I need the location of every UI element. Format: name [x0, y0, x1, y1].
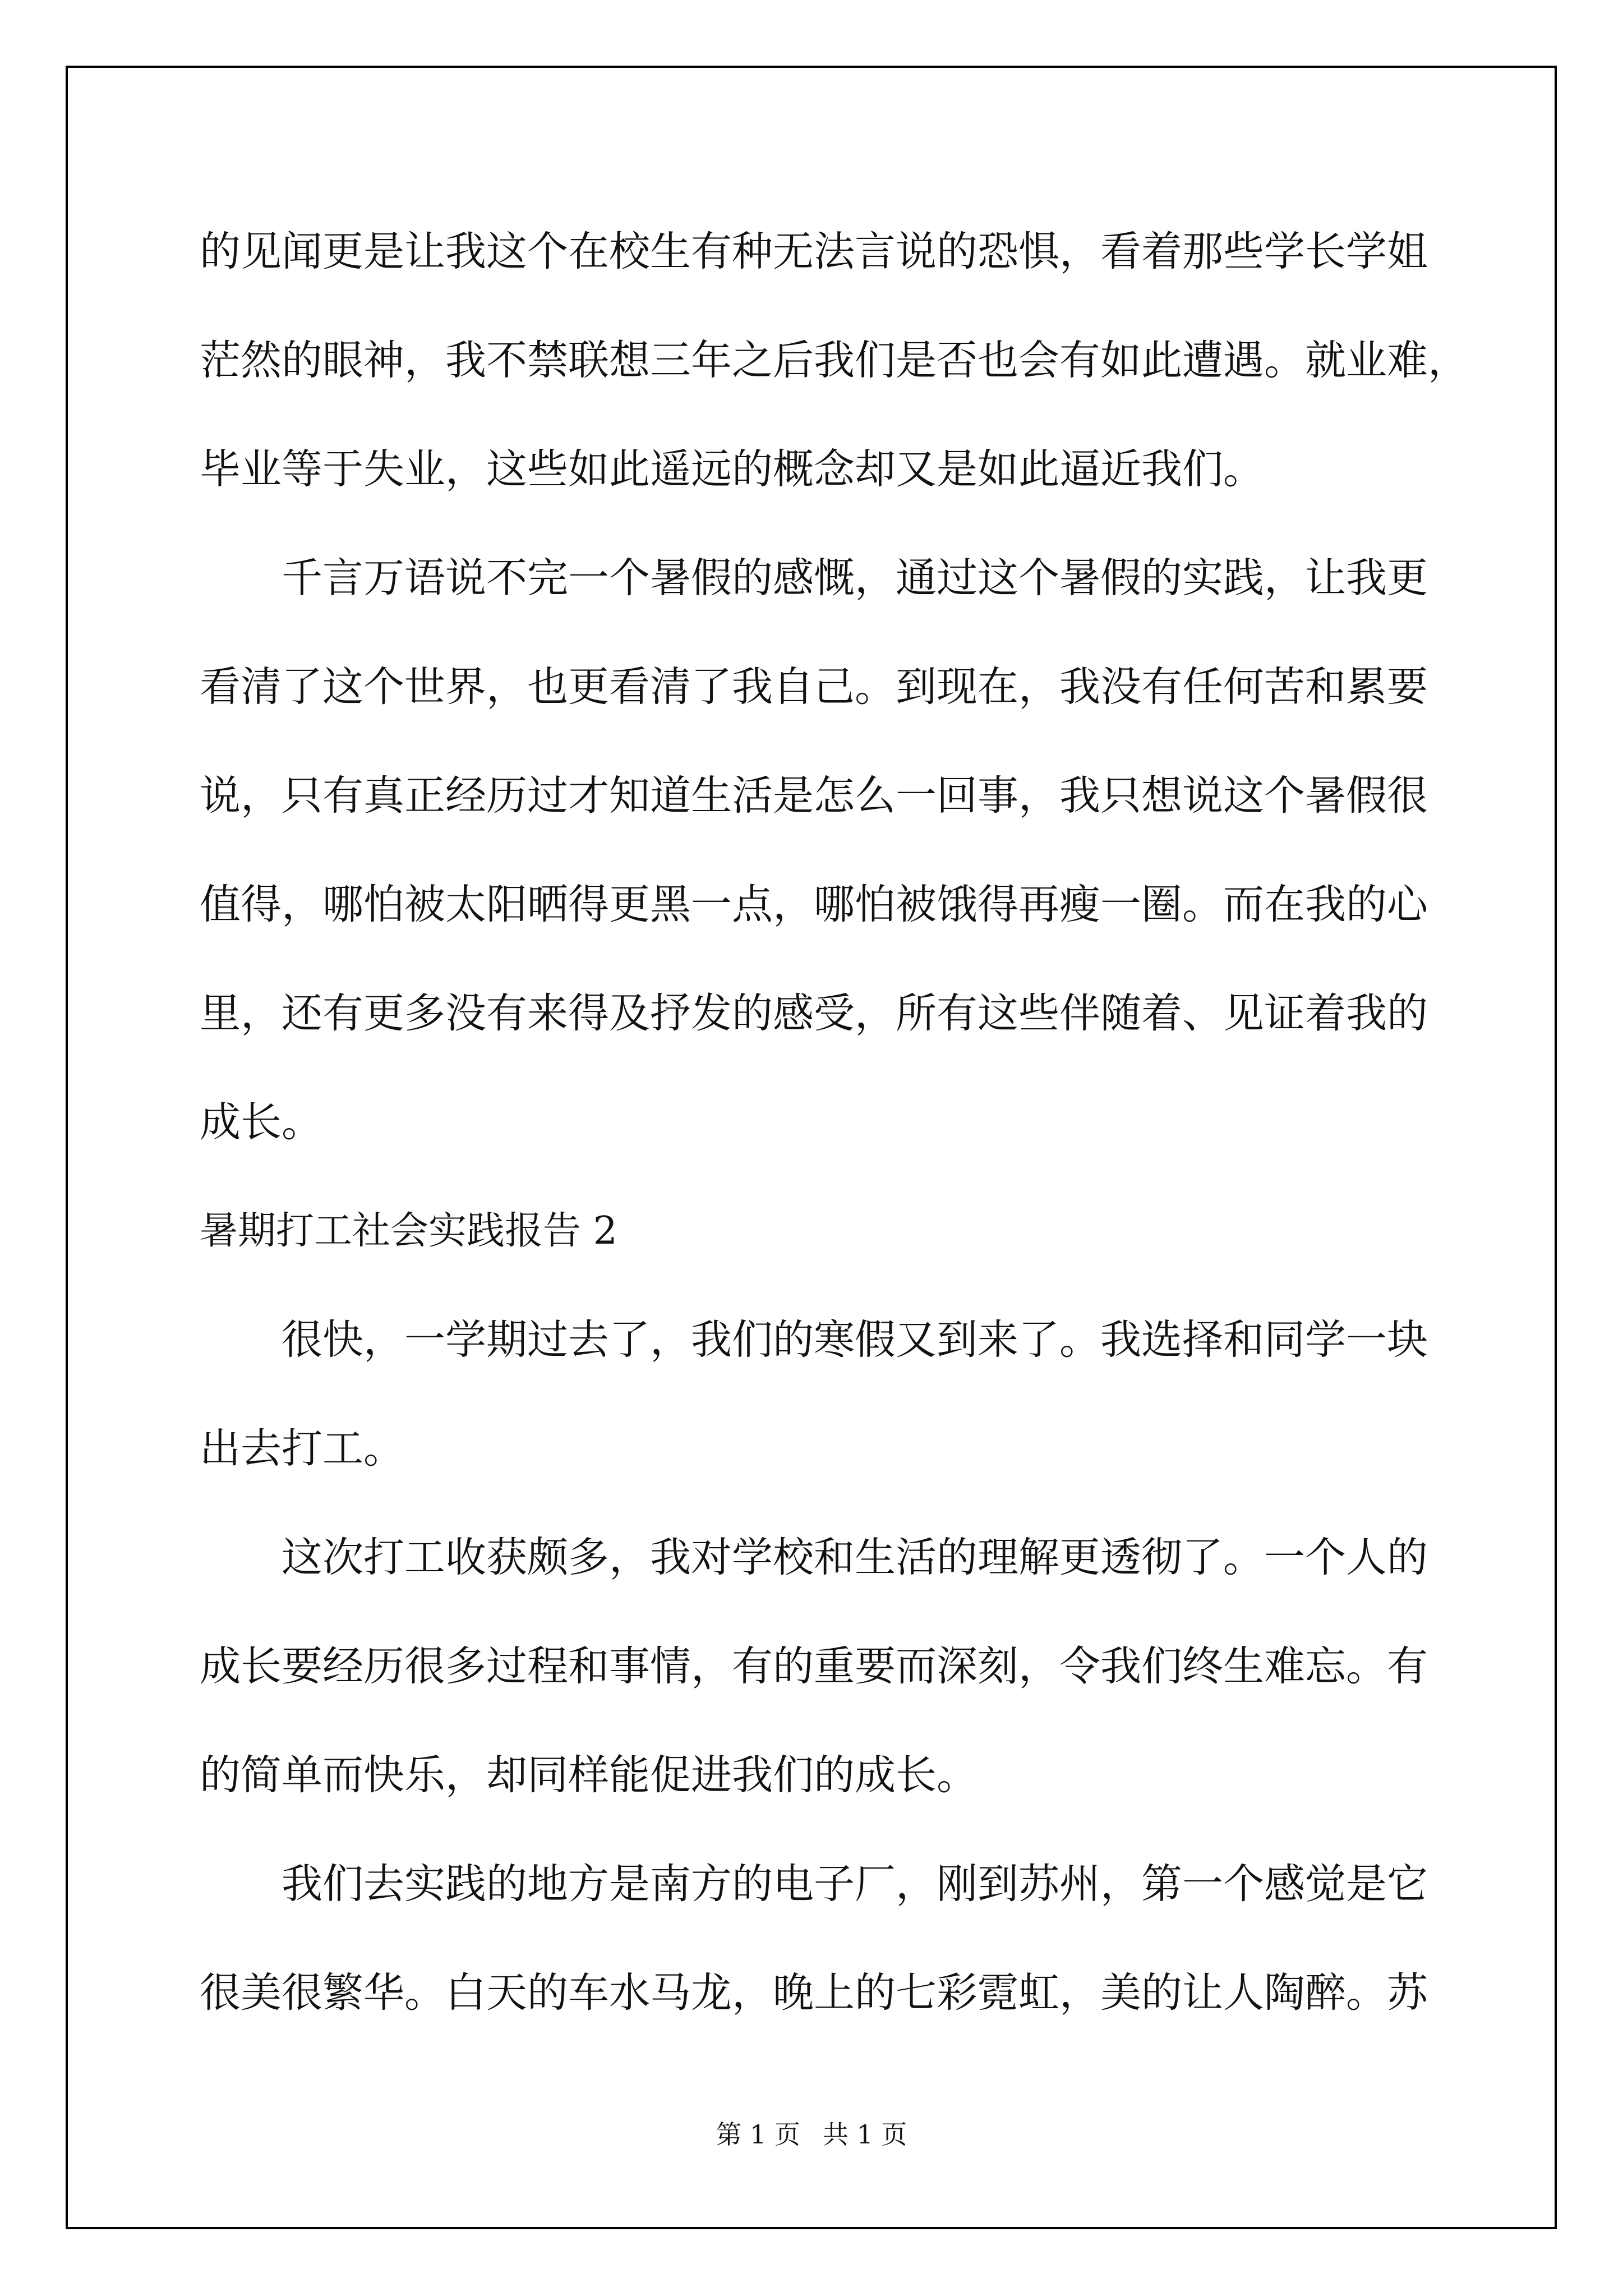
text-line: 说，只有真正经历过才知道生活是怎么一回事，我只想说这个暑假很 — [200, 772, 1428, 820]
text-line: 值得，哪怕被太阳晒得更黑一点，哪怕被饿得再瘦一圈。而在我的心 — [200, 881, 1428, 928]
text-line: 出去打工。 — [200, 1425, 404, 1473]
document-body — [200, 209, 1469, 2059]
text-line: 毕业等于失业，这些如此遥远的概念却又是如此逼近我们。 — [200, 445, 1264, 493]
text-line: 成长要经历很多过程和事情，有的重要而深刻，令我们终生难忘。有 — [200, 1642, 1428, 1690]
section-heading: 暑期打工社会实践报告 2 — [200, 1209, 617, 1253]
text-line: 的见闻更是让我这个在校生有种无法言说的恐惧，看着那些学长学姐 — [200, 228, 1428, 275]
paragraph-first-line: 很快，一学期过去了，我们的寒假又到来了。我选择和同学一块 — [282, 1316, 1428, 1364]
page-total: 共 1 页 — [823, 2119, 907, 2150]
text-line: 里，还有更多没有来得及抒发的感受，所有这些伴随着、见证着我的 — [200, 990, 1428, 1037]
text-line: 看清了这个世界，也更看清了我自己。到现在，我没有任何苦和累要 — [200, 663, 1428, 711]
page-footer — [0, 2118, 1623, 2151]
paragraph-first-line: 这次打工收获颇多，我对学校和生活的理解更透彻了。一个人的 — [282, 1534, 1428, 1581]
text-line: 茫然的眼神，我不禁联想三年之后我们是否也会有如此遭遇。就业难， — [200, 337, 1469, 384]
text-line: 成长。 — [200, 1098, 322, 1146]
paragraph-first-line: 千言万语说不完一个暑假的感慨，通过这个暑假的实践，让我更 — [282, 554, 1428, 602]
text-line: 很美很繁华。白天的车水马龙，晚上的七彩霓虹，美的让人陶醉。苏 — [200, 1969, 1428, 2017]
page-number: 第 1 页 — [716, 2119, 800, 2150]
paragraph-first-line: 我们去实践的地方是南方的电子厂，刚到苏州，第一个感觉是它 — [282, 1860, 1428, 1908]
text-line: 的简单而快乐，却同样能促进我们的成长。 — [200, 1751, 978, 1799]
